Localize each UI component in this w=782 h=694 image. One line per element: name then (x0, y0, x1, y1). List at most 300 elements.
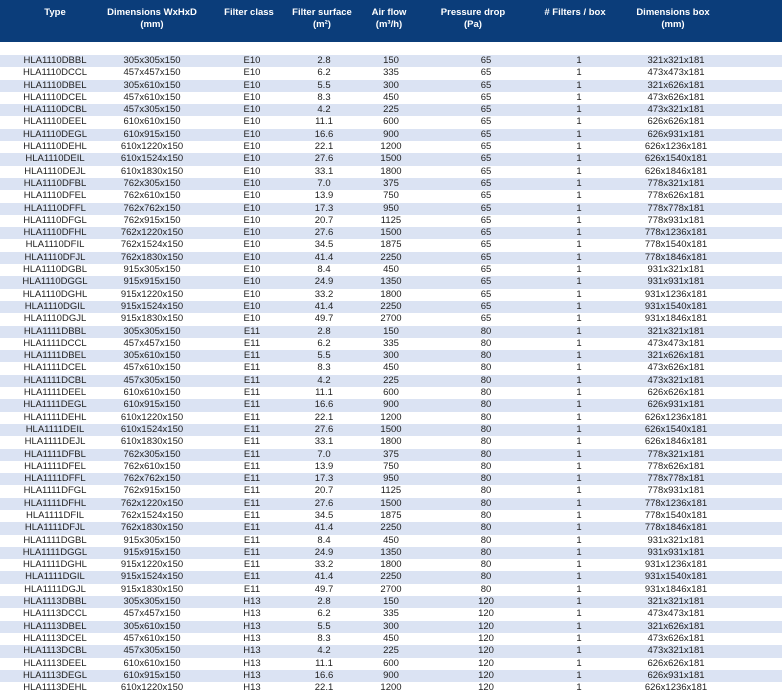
cell-filters-per-box: 1 (576, 288, 582, 300)
cell-filters-per-box: 1 (576, 411, 582, 423)
table-row (0, 412, 782, 424)
table-row (0, 608, 782, 620)
cell-filter-class: E11 (243, 362, 261, 374)
cell-dimensions: 610x1220x150 (120, 682, 184, 694)
cell-filter-class: E10 (243, 153, 261, 165)
cell-type: HLA1111DFEL (24, 460, 86, 472)
cell-air-flow: 600 (383, 387, 399, 399)
cell-filters-per-box: 1 (576, 141, 582, 153)
cell-air-flow: 450 (383, 362, 399, 374)
cell-filter-surface: 7.0 (317, 448, 331, 460)
table-row (0, 153, 782, 165)
cell-filter-class: E11 (243, 387, 261, 399)
cell-type: HLA1110DFHL (23, 227, 87, 239)
cell-type: HLA1113DCBL (23, 645, 87, 657)
cell-filter-surface: 27.6 (314, 227, 334, 239)
cell-filters-per-box: 1 (576, 116, 582, 128)
cell-pressure-drop: 120 (478, 632, 494, 644)
cell-pressure-drop: 80 (480, 460, 492, 472)
cell-type: HLA1110DEIL (25, 153, 85, 165)
cell-air-flow: 600 (383, 657, 399, 669)
cell-type: HLA1110DEHL (23, 141, 87, 153)
table-row (0, 178, 782, 190)
cell-dimensions: 915x305x150 (123, 534, 181, 546)
cell-filter-class: H13 (243, 669, 261, 681)
cell-dimensions: 762x610x150 (123, 460, 181, 472)
cell-dimensions: 915x305x150 (123, 264, 181, 276)
cell-filters-per-box: 1 (576, 264, 582, 276)
cell-type: HLA1110DGGL (22, 276, 88, 288)
cell-air-flow: 450 (383, 632, 399, 644)
cell-air-flow: 1500 (380, 497, 402, 509)
cell-air-flow: 1125 (380, 485, 402, 497)
cell-dimensions-box: 626x1236x181 (644, 141, 708, 153)
cell-dimensions: 762x1830x150 (120, 522, 184, 534)
cell-dimensions-box: 626x1846x181 (644, 436, 708, 448)
cell-filter-surface: 33.2 (314, 288, 334, 300)
cell-filter-surface: 49.7 (314, 583, 334, 595)
cell-type: HLA1110DCEL (23, 91, 87, 103)
cell-air-flow: 1350 (380, 276, 402, 288)
cell-filter-surface: 2.8 (317, 325, 331, 337)
cell-filters-per-box: 1 (576, 387, 582, 399)
cell-filter-surface: 24.9 (314, 276, 334, 288)
cell-air-flow: 750 (383, 460, 399, 472)
cell-filter-surface: 34.5 (314, 509, 334, 521)
cell-pressure-drop: 65 (480, 313, 492, 325)
cell-air-flow: 450 (383, 264, 399, 276)
cell-type: HLA1111DFIL (25, 509, 85, 521)
cell-dimensions-box: 626x931x181 (647, 669, 705, 681)
cell-dimensions: 915x1524x150 (120, 571, 184, 583)
cell-type: HLA1111DCCL (23, 337, 87, 349)
cell-pressure-drop: 65 (480, 214, 492, 226)
cell-pressure-drop: 80 (480, 485, 492, 497)
cell-type: HLA1111DEHL (23, 411, 87, 423)
cell-dimensions: 457x457x150 (123, 67, 181, 79)
cell-air-flow: 335 (383, 67, 399, 79)
cell-pressure-drop: 65 (480, 79, 492, 91)
cell-filter-class: H13 (243, 620, 261, 632)
cell-dimensions: 915x1830x150 (120, 583, 184, 595)
cell-filters-per-box: 1 (576, 165, 582, 177)
cell-filter-surface: 6.2 (317, 67, 331, 79)
table-row (0, 239, 782, 251)
cell-filter-class: E11 (243, 374, 261, 386)
table-row (0, 473, 782, 485)
cell-dimensions: 762x1524x150 (120, 239, 184, 251)
cell-pressure-drop: 80 (480, 325, 492, 337)
table-row (0, 166, 782, 178)
cell-filters-per-box: 1 (576, 79, 582, 91)
cell-type: HLA1111DFGL (23, 485, 87, 497)
cell-filter-surface: 27.6 (314, 153, 334, 165)
cell-filter-surface: 41.4 (314, 522, 334, 534)
cell-filter-surface: 24.9 (314, 546, 334, 558)
cell-dimensions-box: 778x321x181 (647, 448, 705, 460)
cell-air-flow: 900 (383, 399, 399, 411)
cell-dimensions-box: 931x1846x181 (644, 313, 708, 325)
cell-dimensions-box: 931x1846x181 (644, 583, 708, 595)
cell-dimensions: 915x1524x150 (120, 300, 184, 312)
table-row (0, 510, 782, 522)
cell-filters-per-box: 1 (576, 645, 582, 657)
table-row (0, 326, 782, 338)
cell-dimensions: 762x915x150 (123, 485, 181, 497)
table-row (0, 338, 782, 350)
cell-dimensions-box: 778x1236x181 (644, 497, 708, 509)
cell-air-flow: 1500 (380, 423, 402, 435)
cell-filters-per-box: 1 (576, 55, 582, 66)
cell-dimensions-box: 778x931x181 (647, 485, 705, 497)
header-pressure-drop-label: Pressure drop (440, 7, 506, 18)
cell-dimensions: 305x610x150 (123, 79, 181, 91)
cell-dimensions: 610x610x150 (123, 116, 181, 128)
cell-pressure-drop: 80 (480, 546, 492, 558)
cell-filters-per-box: 1 (576, 313, 582, 325)
cell-dimensions: 610x1220x150 (120, 411, 184, 423)
cell-pressure-drop: 80 (480, 399, 492, 411)
cell-air-flow: 1125 (380, 214, 402, 226)
cell-dimensions: 610x915x150 (123, 399, 181, 411)
cell-pressure-drop: 80 (480, 374, 492, 386)
cell-filter-class: E10 (243, 128, 261, 140)
cell-dimensions-box: 931x321x181 (647, 534, 705, 546)
cell-dimensions: 915x1830x150 (120, 313, 184, 325)
header-filter-surface-label: Filter surface (292, 7, 352, 18)
cell-filters-per-box: 1 (576, 214, 582, 226)
cell-pressure-drop: 80 (480, 571, 492, 583)
cell-filters-per-box: 1 (576, 583, 582, 595)
cell-dimensions: 305x305x150 (123, 596, 181, 608)
cell-dimensions-box: 626x1846x181 (644, 165, 708, 177)
cell-filter-class: E11 (243, 571, 261, 583)
cell-filter-class: E11 (243, 485, 261, 497)
cell-filter-class: E11 (243, 448, 261, 460)
table-row (0, 141, 782, 153)
cell-filters-per-box: 1 (576, 460, 582, 472)
cell-pressure-drop: 80 (480, 583, 492, 595)
header-pressure-drop-unit: (Pa) (464, 19, 482, 30)
cell-filter-class: E11 (243, 497, 261, 509)
table-row (0, 436, 782, 448)
cell-dimensions-box: 321x321x181 (647, 325, 705, 337)
cell-filters-per-box: 1 (576, 153, 582, 165)
header-filter-surface-unit: (m²) (313, 19, 331, 30)
cell-filters-per-box: 1 (576, 251, 582, 263)
cell-filters-per-box: 1 (576, 227, 582, 239)
cell-filter-surface: 41.4 (314, 251, 334, 263)
header-dimensions-label: Dimensions WxHxD (107, 7, 197, 18)
cell-pressure-drop: 65 (480, 153, 492, 165)
cell-pressure-drop: 65 (480, 288, 492, 300)
cell-dimensions-box: 931x1540x181 (644, 300, 708, 312)
cell-type: HLA1111DEEL (23, 387, 87, 399)
cell-pressure-drop: 65 (480, 165, 492, 177)
table-row (0, 535, 782, 547)
cell-air-flow: 900 (383, 128, 399, 140)
cell-dimensions-box: 473x321x181 (647, 104, 705, 116)
cell-filters-per-box: 1 (576, 239, 582, 251)
cell-filters-per-box: 1 (576, 337, 582, 349)
table-row (0, 571, 782, 583)
cell-filter-class: E11 (243, 583, 261, 595)
cell-filter-class: E10 (243, 165, 261, 177)
cell-filter-class: E10 (243, 55, 261, 66)
table-row (0, 375, 782, 387)
table-row (0, 215, 782, 227)
cell-filter-surface: 5.5 (317, 350, 331, 362)
cell-type: HLA1110DEGL (22, 128, 88, 140)
cell-type: HLA1111DGIL (25, 571, 85, 583)
cell-filter-surface: 17.3 (314, 473, 334, 485)
header-filter-class-label: Filter class (224, 7, 274, 18)
cell-filter-class: E11 (243, 509, 261, 521)
cell-filters-per-box: 1 (576, 682, 582, 694)
cell-air-flow: 2700 (380, 583, 402, 595)
cell-type: HLA1111DGHL (23, 559, 87, 571)
cell-filter-class: E11 (243, 522, 261, 534)
cell-air-flow: 375 (383, 448, 399, 460)
cell-dimensions-box: 473x321x181 (647, 645, 705, 657)
table-body (0, 55, 782, 694)
cell-filter-class: E10 (243, 79, 261, 91)
cell-type: HLA1110DFEL (23, 190, 87, 202)
cell-pressure-drop: 65 (480, 55, 492, 66)
cell-pressure-drop: 80 (480, 509, 492, 521)
cell-pressure-drop: 65 (480, 227, 492, 239)
cell-pressure-drop: 65 (480, 177, 492, 189)
cell-dimensions: 457x305x150 (123, 645, 181, 657)
cell-air-flow: 750 (383, 190, 399, 202)
cell-dimensions-box: 931x1236x181 (644, 288, 708, 300)
table-row (0, 350, 782, 362)
cell-pressure-drop: 65 (480, 300, 492, 312)
cell-filter-surface: 2.8 (317, 55, 331, 66)
cell-dimensions-box: 321x321x181 (647, 596, 705, 608)
cell-air-flow: 950 (383, 473, 399, 485)
cell-filter-surface: 41.4 (314, 571, 334, 583)
cell-dimensions-box: 626x931x181 (647, 128, 705, 140)
cell-filter-surface: 49.7 (314, 313, 334, 325)
cell-type: HLA1111DFBL (24, 448, 86, 460)
cell-dimensions: 915x915x150 (123, 546, 181, 558)
cell-filter-surface: 11.1 (315, 657, 333, 669)
cell-filters-per-box: 1 (576, 202, 582, 214)
cell-dimensions-box: 473x473x181 (647, 608, 705, 620)
cell-pressure-drop: 65 (480, 276, 492, 288)
cell-air-flow: 1200 (380, 682, 402, 694)
cell-dimensions: 610x610x150 (123, 387, 181, 399)
cell-filters-per-box: 1 (576, 620, 582, 632)
cell-filter-surface: 34.5 (314, 239, 334, 251)
cell-dimensions-box: 931x931x181 (647, 546, 705, 558)
cell-filters-per-box: 1 (576, 497, 582, 509)
cell-dimensions-box: 931x931x181 (647, 276, 705, 288)
cell-filters-per-box: 1 (576, 104, 582, 116)
cell-dimensions-box: 931x321x181 (647, 264, 705, 276)
cell-air-flow: 300 (383, 350, 399, 362)
cell-filter-surface: 6.2 (317, 608, 331, 620)
cell-type: HLA1111DBBL (23, 325, 87, 337)
cell-filter-class: E10 (243, 141, 261, 153)
cell-dimensions-box: 473x473x181 (647, 67, 705, 79)
table-row (0, 682, 782, 694)
cell-type: HLA1110DFJL (24, 251, 86, 263)
cell-filter-class: H13 (243, 632, 261, 644)
cell-filter-surface: 8.3 (317, 632, 331, 644)
cell-dimensions: 610x1220x150 (120, 141, 184, 153)
cell-filter-class: E10 (243, 300, 261, 312)
cell-type: HLA1111DCEL (23, 362, 87, 374)
cell-filter-surface: 22.1 (314, 141, 334, 153)
cell-filter-surface: 5.5 (317, 620, 331, 632)
cell-type: HLA1110DGJL (23, 313, 87, 325)
cell-dimensions-box: 778x1540x181 (644, 239, 708, 251)
cell-filters-per-box: 1 (576, 399, 582, 411)
table-row (0, 190, 782, 202)
cell-filters-per-box: 1 (576, 546, 582, 558)
table-row (0, 252, 782, 264)
cell-dimensions-box: 626x1236x181 (644, 682, 708, 694)
cell-filter-surface: 33.1 (314, 165, 334, 177)
cell-dimensions: 305x610x150 (123, 350, 181, 362)
cell-dimensions: 457x610x150 (123, 632, 181, 644)
cell-filter-surface: 8.4 (317, 534, 331, 546)
cell-pressure-drop: 80 (480, 497, 492, 509)
cell-filter-surface: 2.8 (317, 596, 331, 608)
cell-filter-surface: 16.6 (314, 669, 334, 681)
cell-filters-per-box: 1 (576, 436, 582, 448)
cell-filter-surface: 6.2 (317, 337, 331, 349)
cell-air-flow: 335 (383, 608, 399, 620)
cell-air-flow: 1200 (380, 411, 402, 423)
cell-pressure-drop: 65 (480, 251, 492, 263)
cell-pressure-drop: 80 (480, 337, 492, 349)
cell-type: HLA1111DGGL (22, 546, 88, 558)
cell-air-flow: 1800 (380, 288, 402, 300)
cell-dimensions-box: 321x626x181 (647, 350, 705, 362)
cell-air-flow: 450 (383, 91, 399, 103)
cell-dimensions-box: 778x1846x181 (644, 251, 708, 263)
cell-air-flow: 2250 (380, 300, 402, 312)
cell-air-flow: 2250 (380, 522, 402, 534)
cell-pressure-drop: 65 (480, 264, 492, 276)
table-row (0, 362, 782, 374)
cell-type: HLA1113DEGL (22, 669, 88, 681)
cell-air-flow: 1800 (380, 436, 402, 448)
cell-filter-surface: 4.2 (317, 104, 331, 116)
cell-dimensions: 610x915x150 (123, 669, 181, 681)
cell-dimensions: 457x457x150 (123, 608, 181, 620)
cell-air-flow: 1500 (380, 153, 402, 165)
cell-filter-class: H13 (243, 657, 261, 669)
cell-dimensions-box: 626x626x181 (647, 387, 705, 399)
cell-filter-surface: 5.5 (317, 79, 331, 91)
cell-air-flow: 900 (383, 669, 399, 681)
cell-filter-class: E10 (243, 67, 261, 79)
table-row (0, 485, 782, 497)
table-row (0, 289, 782, 301)
cell-type: HLA1111DGJL (24, 583, 86, 595)
table-row (0, 264, 782, 276)
cell-type: HLA1110DEJL (24, 165, 86, 177)
cell-pressure-drop: 65 (480, 128, 492, 140)
table-row (0, 584, 782, 596)
table-row (0, 559, 782, 571)
cell-dimensions-box: 473x473x181 (647, 337, 705, 349)
cell-dimensions-box: 626x626x181 (647, 116, 705, 128)
cell-pressure-drop: 65 (480, 91, 492, 103)
cell-type: HLA1110DFGL (23, 214, 87, 226)
cell-filter-surface: 22.1 (314, 411, 334, 423)
cell-type: HLA1111DFHL (23, 497, 87, 509)
cell-pressure-drop: 80 (480, 522, 492, 534)
cell-air-flow: 225 (383, 645, 399, 657)
cell-dimensions-box: 473x626x181 (647, 632, 705, 644)
cell-filter-class: E10 (243, 251, 261, 263)
cell-type: HLA1110DBBL (23, 55, 87, 66)
cell-pressure-drop: 120 (478, 608, 494, 620)
cell-filter-class: E10 (243, 177, 261, 189)
cell-filter-class: H13 (243, 596, 261, 608)
cell-air-flow: 1800 (380, 559, 402, 571)
cell-air-flow: 225 (383, 374, 399, 386)
cell-filter-class: H13 (243, 608, 261, 620)
cell-type: HLA1110DBEL (23, 79, 87, 91)
cell-filters-per-box: 1 (576, 325, 582, 337)
table-row (0, 80, 782, 92)
cell-filters-per-box: 1 (576, 177, 582, 189)
table-row (0, 449, 782, 461)
table-row (0, 498, 782, 510)
cell-dimensions: 457x305x150 (123, 104, 181, 116)
cell-dimensions: 305x610x150 (123, 620, 181, 632)
cell-filters-per-box: 1 (576, 608, 582, 620)
cell-air-flow: 1350 (380, 546, 402, 558)
cell-filters-per-box: 1 (576, 632, 582, 644)
cell-filters-per-box: 1 (576, 571, 582, 583)
cell-filter-class: E11 (243, 559, 261, 571)
cell-type: HLA1111DEIL (25, 423, 85, 435)
cell-air-flow: 450 (383, 534, 399, 546)
cell-type: HLA1111DEJL (24, 436, 86, 448)
cell-dimensions: 762x1220x150 (120, 227, 184, 239)
cell-type: HLA1111DGBL (23, 534, 87, 546)
cell-type: HLA1110DGHL (22, 288, 88, 300)
cell-filter-class: E10 (243, 276, 261, 288)
cell-pressure-drop: 80 (480, 350, 492, 362)
cell-dimensions-box: 778x1236x181 (644, 227, 708, 239)
cell-filter-class: E10 (243, 202, 261, 214)
cell-pressure-drop: 65 (480, 202, 492, 214)
table-row (0, 55, 782, 67)
cell-filter-surface: 22.1 (314, 682, 334, 694)
cell-filters-per-box: 1 (576, 596, 582, 608)
cell-pressure-drop: 65 (480, 141, 492, 153)
table-row (0, 670, 782, 682)
cell-air-flow: 950 (383, 202, 399, 214)
cell-filters-per-box: 1 (576, 67, 582, 79)
cell-dimensions: 305x305x150 (123, 325, 181, 337)
cell-pressure-drop: 65 (480, 116, 492, 128)
cell-air-flow: 1200 (380, 141, 402, 153)
cell-dimensions-box: 931x1540x181 (644, 571, 708, 583)
cell-dimensions-box: 778x626x181 (647, 460, 705, 472)
table-row (0, 547, 782, 559)
cell-filter-class: E10 (243, 91, 261, 103)
table-row (0, 645, 782, 657)
